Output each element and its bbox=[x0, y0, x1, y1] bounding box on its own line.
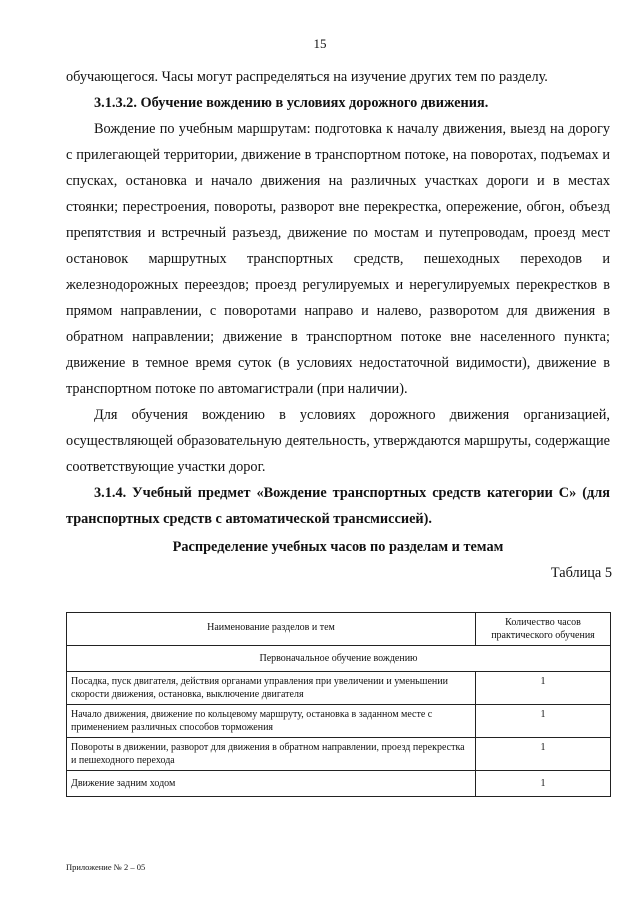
row-name: Повороты в движении, разворот для движения в обратном направлении, проезд перекрестка и пешеходного перехода bbox=[67, 738, 476, 771]
paragraph-continuation: обучающегося. Часы могут распределяться на изучение других тем по разделу. bbox=[66, 69, 548, 85]
heading-3-1-4: 3.1.4. Учебный предмет «Вождение транспортных средств категории С» (для транспортных средств с автоматической трансмиссией). bbox=[66, 485, 610, 527]
paragraph-route-approval: Для обучения вождению в условиях дорожного движения организацией, осуществляющей образовательную деятельность, утверждаются маршруты, содержащие соответствующие участки дорог. bbox=[66, 407, 610, 475]
table-row bbox=[67, 705, 611, 738]
page-number: 15 bbox=[313, 36, 327, 51]
footer-note: Приложение № 2 – 05 bbox=[66, 862, 146, 872]
row-hours: 1 bbox=[476, 738, 611, 771]
table-header-row bbox=[67, 613, 611, 646]
paragraph-driving-routes: Вождение по учебным маршрутам: подготовка к началу движения, выезд на дорогу с прилегающей территории, движение в транспортном потоке, на поворотах, подъемах и спусках, остановка и начало движения на различных участках дороги и в местах стоянки; перестроения, повороты, разворот вне перекрестка, опережение, обгон, объезд препятствия и встречный разъезд, движение по мостам и путепроводам, проезд мест остановок маршрутных транспортных средств, пешеходных переходов и железнодорожных переездов; проезд регулируемых и нерегулируемых перекрестков в прямом направлении, с поворотами направо и налево, разворотом для движения в обратном направлении; движение в транспортном потоке вне населенного пункта; движение в темное время суток (в условиях недостаточной видимости), движение в транспортном потоке по автомагистрали (при наличии). bbox=[66, 121, 610, 397]
table-title: Распределение учебных часов по разделам и темам bbox=[172, 539, 504, 555]
table-row bbox=[67, 672, 611, 705]
header-name: Наименование разделов и тем bbox=[67, 613, 476, 646]
section-title: Первоначальное обучение вождению bbox=[67, 646, 611, 672]
heading-3-1-3-2: 3.1.3.2. Обучение вождению в условиях дорожного движения. bbox=[94, 95, 489, 111]
row-hours: 1 bbox=[476, 771, 611, 797]
row-name: Посадка, пуск двигателя, действия органами управления при увеличении и уменьшении скорости движения, остановка, выключение двигателя bbox=[67, 672, 476, 705]
header-hours: Количество часов практического обучения bbox=[476, 613, 611, 646]
row-name: Движение задним ходом bbox=[67, 771, 476, 797]
row-name: Начало движения, движение по кольцевому маршруту, остановка в заданном месте с применением различных способов торможения bbox=[67, 705, 476, 738]
table-row bbox=[67, 771, 611, 797]
body-text bbox=[66, 64, 610, 586]
table-caption: Таблица 5 bbox=[550, 565, 612, 581]
row-hours: 1 bbox=[476, 705, 611, 738]
hours-table bbox=[66, 612, 611, 797]
row-hours: 1 bbox=[476, 672, 611, 705]
table-row bbox=[67, 738, 611, 771]
table-section-row bbox=[67, 646, 611, 672]
